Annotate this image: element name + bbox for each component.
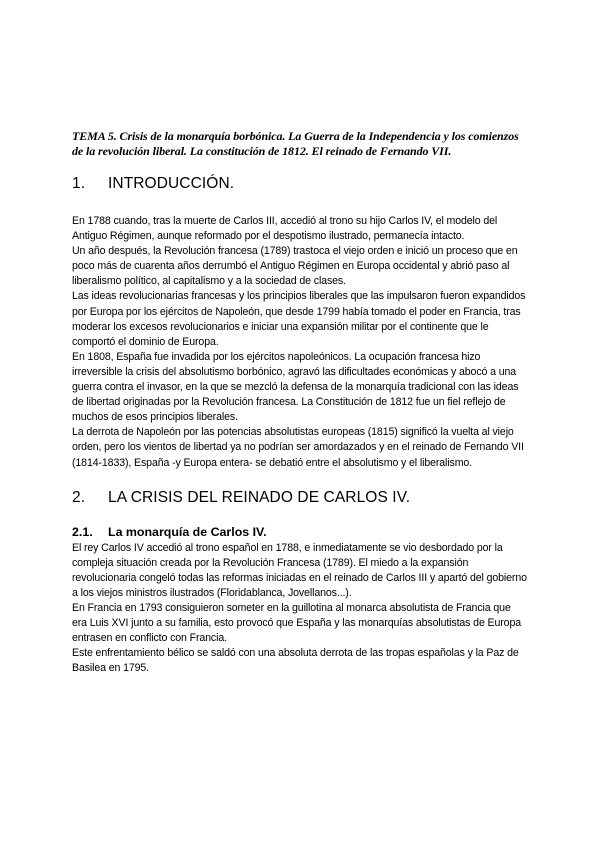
- subsection-2-1-body: [72, 541, 528, 677]
- section-2-number: 2.: [72, 488, 86, 506]
- paragraph: El rey Carlos IV accedió al trono español en 1788, e inmediatamente se vio desbordado por la compleja situación creada por la Revolución Francesa (1789). El miedo a la expansión revolucionaria congeló todas las reformas iniciadas en el reinado de Carlos III y apartó del gobierno a los viejos ministros ilustrados (Floridablanca, Jovellanos...).: [72, 541, 527, 599]
- paragraph: En Francia en 1793 consiguieron someter en la guillotina al monarca absolutista de Francia que era Luis XVI junto a su familia, esto provocó que España y las monarquías absolutistas de Europa entrasen en conflicto con Francia.: [72, 601, 521, 645]
- paragraph: La derrota de Napoleón por las potencias absolutistas europeas (1815) significó la vuelta al viejo orden, pero los vientos de libertad ya no podrían ser amordazados y en el reinado de Fernando VII (1814-1833), España -y Europa entera- se debatió entre el absolutismo y el liberalismo.: [72, 426, 524, 469]
- subsection-2-1-number: 2.1.: [72, 524, 93, 539]
- subsection-2-1-heading: [72, 525, 528, 539]
- section-2-heading: [72, 489, 528, 507]
- paragraph: Un año después, la Revolución francesa (1789) trastoca el viejo orden e inició un proceso que en poco más de cuarenta años derrumbó el Antiguo Régimen en Europa occidental y abrió paso al liberalismo político, al capitalismo y a la sociedad de clases.: [72, 245, 518, 288]
- section-1-title: INTRODUCCIÓN.: [108, 175, 235, 192]
- subsection-2-1-title: La monarquía de Carlos IV.: [108, 524, 267, 539]
- paragraph: Las ideas revolucionarias francesas y los principios liberales que las impulsaron fueron expandidos por Europa por los ejércitos de Napoleón, que desde 1799 había tomado el poder en Francia, tras moderar los excesos revolucionarios e iniciar una expansión militar por el continente que le comportó el dominio de Europa.: [72, 290, 526, 348]
- section-2-title: LA CRISIS DEL REINADO DE CARLOS IV.: [108, 488, 411, 506]
- tema-title: TEMA 5. Crisis de la monarquía borbónica. La Guerra de la Independencia y los comienzos de la revolución liberal. La constitución de 1812. El reinado de Fernando VII.: [72, 129, 519, 158]
- section-1-number: 1.: [72, 175, 86, 192]
- document-page: [72, 129, 528, 676]
- paragraph: En 1808, España fue invadida por los ejércitos napoleónicos. La ocupación francesa hizo irreversible la crisis del absolutismo borbónico, agravó las dificultades económicas y abocó a una guerra contra el invasor, en la que se mezcló la defensa de la monarquía tradicional con las ideas de libertad originadas por la Revolución francesa. La Constitución de 1812 fue un fiel reflejo de muchos de esos principios liberales.: [72, 350, 519, 424]
- paragraph: Este enfrentamiento bélico se saldó con una absoluta derrota de las tropas españolas y la Paz de Basilea en 1795.: [72, 647, 519, 675]
- paragraph: En 1788 cuando, tras la muerte de Carlos III, accedió al trono su hijo Carlos IV, el modelo del Antiguo Régimen, aunque reformado por el despotismo ilustrado, permanecía intacto.: [72, 215, 498, 243]
- section-1-body: [72, 214, 528, 471]
- section-1-heading: [72, 175, 528, 193]
